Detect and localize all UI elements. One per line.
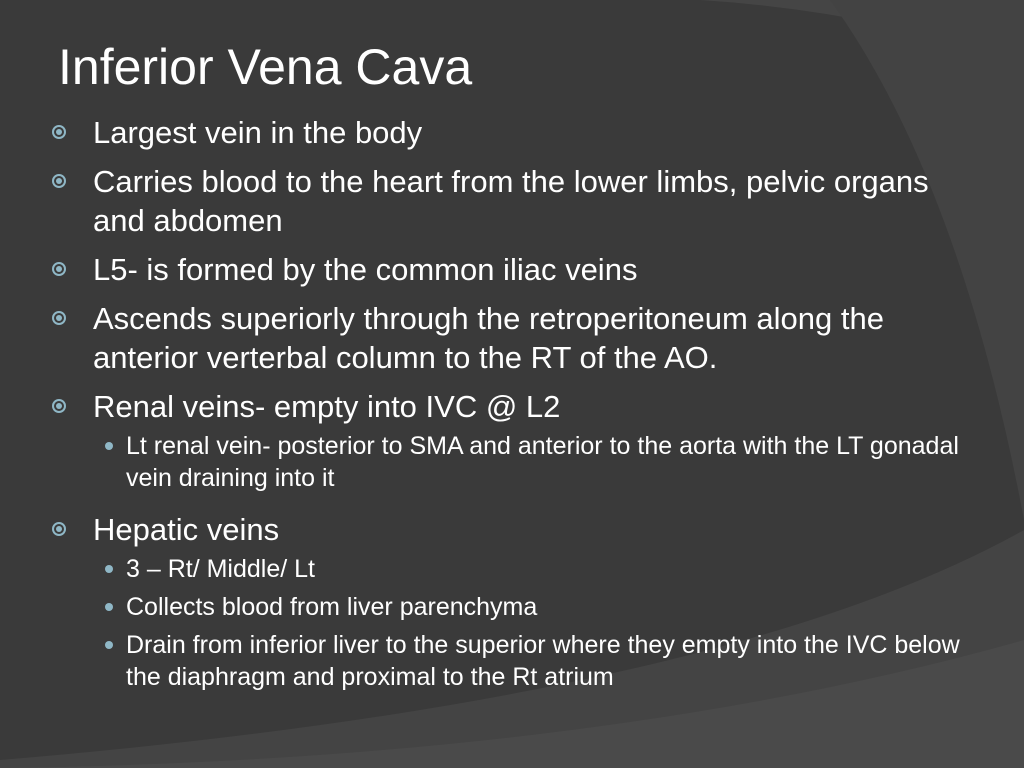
circle-bullet-icon [52,125,66,139]
bullet-item [0,510,1024,549]
circle-bullet-icon [52,262,66,276]
bullet-text: L5- is formed by the common iliac veins [93,252,638,287]
sub-bullet-item [0,591,1024,623]
dot-bullet-icon [105,565,113,573]
circle-bullet-icon [52,522,66,536]
dot-bullet-icon [105,442,113,450]
bullet-item [0,162,1024,240]
sub-bullet-text: Drain from inferior liver to the superior where they empty into the IVC below the diaphragm and proximal to the Rt atrium [126,631,960,691]
bullet-list [0,113,1024,699]
bullet-text: Carries blood to the heart from the lower limbs, pelvic organs and abdomen [93,164,929,238]
circle-bullet-icon [52,311,66,325]
bullet-text: Renal veins- empty into IVC @ L2 [93,389,561,424]
sub-bullet-item [0,553,1024,585]
sub-bullet-text: 3 – Rt/ Middle/ Lt [126,555,315,583]
sub-bullet-text: Collects blood from liver parenchyma [126,593,538,621]
circle-bullet-icon [52,174,66,188]
bullet-item [0,387,1024,426]
sub-bullet-text: Lt renal vein- posterior to SMA and anterior to the aorta with the LT gonadal vein draining into it [126,432,959,492]
sub-bullet-item [0,629,1024,693]
dot-bullet-icon [105,641,113,649]
bullet-item [0,113,1024,152]
bullet-text: Hepatic veins [93,512,280,547]
bullet-item [0,299,1024,377]
bullet-text: Ascends superiorly through the retroperitoneum along the anterior verterbal column to the RT of the AO. [93,301,884,375]
bullet-item [0,250,1024,289]
slide-title: Inferior Vena Cava [58,39,473,95]
dot-bullet-icon [105,603,113,611]
sub-bullet-item [0,430,1024,494]
circle-bullet-icon [52,399,66,413]
bullet-text: Largest vein in the body [93,115,423,150]
